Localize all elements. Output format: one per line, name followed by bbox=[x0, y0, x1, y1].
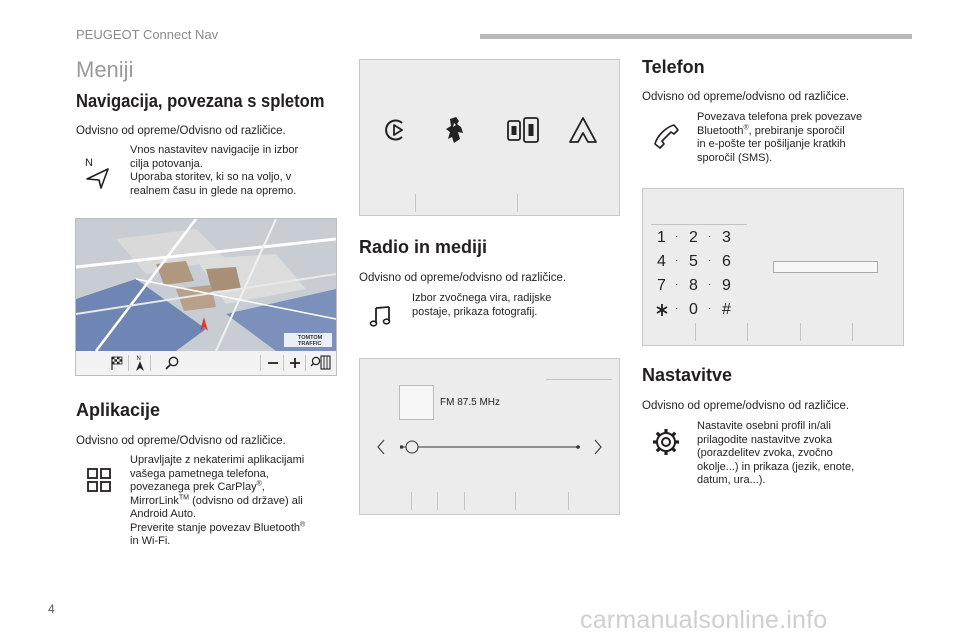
svg-text:N: N bbox=[85, 157, 93, 169]
navigation-availability: Odvisno od opreme/Odvisno od različice. bbox=[76, 125, 286, 137]
navigation-icon bbox=[84, 155, 112, 189]
navigation-description: Vnos nastavitev navigacije in izbor cilja potovanja. Uporaba storitev, ki so na voljo, v realnem času in glede na opremo. bbox=[130, 144, 299, 197]
brand-header: PEUGEOT Connect Nav bbox=[76, 27, 219, 42]
dial-keypad: 1 · 2 · 3 4 · 5 · 6 7 · 8 · 9 · 0 · # bbox=[657, 229, 731, 318]
key-4[interactable]: 4 bbox=[657, 253, 666, 270]
frequency-slider[interactable] bbox=[400, 439, 580, 455]
compass-icon[interactable] bbox=[134, 353, 146, 373]
key-5[interactable]: 5 bbox=[689, 253, 698, 270]
peugeot-lion-icon[interactable] bbox=[442, 115, 468, 145]
zoom-out-icon[interactable] bbox=[266, 355, 280, 371]
key-hash[interactable]: # bbox=[722, 301, 731, 318]
page-title: Meniji bbox=[76, 57, 134, 82]
svg-text:N: N bbox=[136, 356, 141, 362]
android-auto-icon[interactable] bbox=[568, 116, 598, 144]
navigation-heading: Navigacija, povezana s spletom bbox=[76, 91, 325, 111]
header-rule bbox=[480, 34, 912, 39]
key-7[interactable]: 7 bbox=[657, 277, 666, 294]
key-0[interactable]: 0 bbox=[689, 301, 698, 318]
navigation-toolbar bbox=[76, 351, 336, 375]
key-9[interactable]: 9 bbox=[722, 277, 731, 294]
phone-handset-icon bbox=[652, 122, 680, 150]
telephone-screen bbox=[642, 188, 904, 346]
mirrorlink-icon[interactable] bbox=[506, 116, 540, 144]
settings-heading: Nastavitve bbox=[642, 365, 733, 385]
station-artwork bbox=[399, 385, 434, 420]
key-star-icon[interactable] bbox=[656, 303, 668, 317]
key-8[interactable]: 8 bbox=[689, 277, 698, 294]
key-3[interactable]: 3 bbox=[722, 229, 731, 246]
radio-availability: Odvisno od opreme/odvisno od različice. bbox=[359, 272, 567, 284]
map-view-icon[interactable] bbox=[310, 354, 332, 372]
settings-description: Nastavite osebni profil in/ali prilagodite nastavitve zvoka (porazdelitev zvoka, zvočno okolje...) in prikaza (jezik, enote, datum, ura...). bbox=[697, 420, 855, 486]
applications-screen bbox=[359, 59, 620, 216]
telephone-availability: Odvisno od opreme/odvisno od različice. bbox=[642, 91, 850, 103]
music-note-icon bbox=[369, 304, 393, 328]
search-icon[interactable] bbox=[164, 355, 180, 371]
carplay-icon[interactable] bbox=[382, 116, 410, 144]
applications-availability: Odvisno od opreme/Odvisno od različice. bbox=[76, 435, 286, 447]
applications-heading: Aplikacije bbox=[76, 400, 161, 420]
dial-number-field[interactable] bbox=[773, 261, 878, 273]
key-1[interactable]: 1 bbox=[657, 229, 666, 246]
telephone-description: Povezava telefona prek povezave Bluetooth®, prebiranje sporočil in e-pošte ter pošiljanje kratkih sporočil (SMS). bbox=[697, 111, 863, 164]
page-number: 4 bbox=[48, 602, 55, 616]
applications-grid-icon bbox=[87, 468, 111, 492]
radio-screen bbox=[359, 358, 620, 515]
gear-icon bbox=[651, 427, 681, 457]
next-station-icon[interactable] bbox=[593, 439, 603, 455]
previous-station-icon[interactable] bbox=[376, 439, 386, 455]
navigation-screen bbox=[75, 218, 337, 376]
radio-description: Izbor zvočnega vira, radijske postaje, prikaza fotografij. bbox=[412, 292, 552, 318]
zoom-in-icon[interactable] bbox=[288, 355, 302, 371]
key-6[interactable]: 6 bbox=[722, 253, 731, 270]
telephone-heading: Telefon bbox=[642, 57, 705, 77]
watermark: carmanualsonline.info bbox=[580, 606, 828, 634]
key-2[interactable]: 2 bbox=[689, 229, 698, 246]
station-frequency: FM 87.5 MHz bbox=[440, 397, 501, 408]
navigation-map[interactable] bbox=[76, 219, 336, 351]
applications-description: Upravljajte z nekaterimi aplikacijami vašega pametnega telefona, povezanega prek CarPlay®, MirrorLink™ (odvisno od države) ali Android Auto. Preverite stanje povezav Bluetooth® in Wi-Fi. bbox=[130, 454, 306, 547]
destination-flag-icon[interactable] bbox=[110, 355, 124, 371]
tomtom-traffic-badge: TOMTOM TRAFFIC bbox=[298, 335, 323, 347]
settings-availability: Odvisno od opreme/odvisno od različice. bbox=[642, 400, 850, 412]
radio-heading: Radio in mediji bbox=[359, 237, 488, 257]
